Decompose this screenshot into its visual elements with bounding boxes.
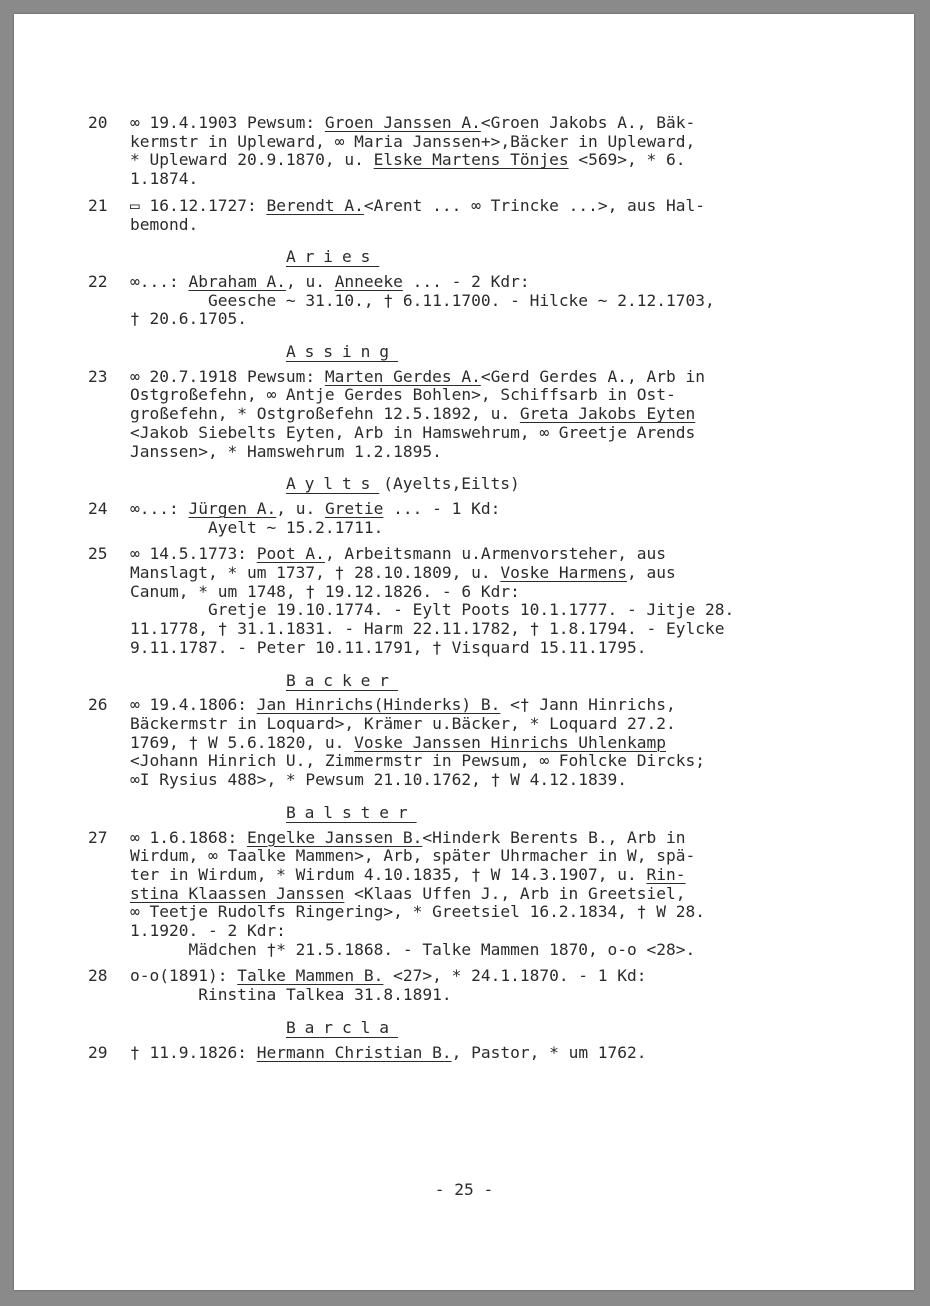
- entry-text-segment: <Hinderk Berents B., Arb in Wirdum, ∞ Taalke Mammen>, Arb, später Uhrmacher in W, spä- ter in Wirdum, * Wirdum 4.10.1835, † W 14.3.1907, u.: [130, 827, 696, 884]
- entry-28: [88, 967, 828, 1004]
- family-name: Backer: [286, 670, 398, 690]
- person-name: Talke Mammen B.: [237, 966, 384, 986]
- entry-text-segment: ∞ 19.4.1806:: [130, 695, 257, 715]
- entry-text: [130, 273, 828, 329]
- person-name: Voske Harmens: [500, 563, 628, 583]
- person-name: Abraham A.: [188, 271, 286, 291]
- entry-text-segment: ... - 2 Kdr: Geesche ~ 31.10., † 6.11.1700. - Hilcke ~ 2.12.1703, † 20.6.1705.: [130, 271, 715, 329]
- entry-26: [88, 696, 828, 790]
- entry-text: [130, 500, 828, 537]
- entry-text-segment: <Klaas Uffen J., Arb in Greetsiel, ∞ Teetje Rudolfs Ringering>, * Greetsiel 16.2.1834, † W 28. 1.1920. - 2 Kdr: Mädchen †* 21.5.1868. - Talke Mammen 1870, o-o <28>.: [130, 883, 705, 959]
- family-name: Assing: [286, 342, 398, 362]
- family-heading: [88, 343, 828, 362]
- family-name: Aries: [286, 247, 380, 267]
- person-name: Jürgen A.: [188, 498, 277, 518]
- entry-text-segment: <† Jann Hinrichs, Bäckermstr in Loquard>, Krämer u.Bäcker, * Loquard 27.2. 1769, † W 5.6.1820, u.: [130, 695, 676, 752]
- document-page: [14, 14, 914, 1290]
- person-name: Rin- stina Klaassen Janssen: [130, 864, 686, 903]
- entry-text-segment: <Groen Jakobs A., Bäk- kermstr in Upleward, ∞ Maria Janssen+>,Bäcker in Upleward, * Upleward 20.9.1870, u.: [130, 113, 696, 170]
- entry-text-segment: † 11.9.1826:: [130, 1042, 257, 1062]
- family-heading: [88, 804, 828, 823]
- entry-text-segment: <Jakob Siebelts Eyten, Arb in Hamswehrum, ∞ Greetje Arends Janssen>, * Hamswehrum 1.2.1895.: [130, 422, 696, 461]
- entry-text-segment: ∞ 1.6.1868:: [130, 827, 247, 847]
- entry-number: 24: [88, 498, 108, 518]
- family-name: Balster: [286, 802, 417, 822]
- entry-text-segment: , u.: [285, 271, 335, 291]
- entry-text: [130, 829, 828, 960]
- entry-number: 28: [88, 966, 108, 986]
- entry-number: 25: [88, 544, 108, 564]
- person-name: Groen Janssen A.: [324, 113, 481, 132]
- person-name: Gretie: [324, 498, 384, 518]
- entry-text-segment: , u.: [276, 498, 325, 518]
- family-name-variants: (Ayelts,Eilts): [383, 474, 520, 494]
- entry-number: 27: [88, 827, 108, 847]
- entry-text: [130, 967, 828, 1004]
- entry-text-segment: ∞ 14.5.1773:: [130, 544, 257, 564]
- page-number: - 25 -: [434, 1180, 494, 1199]
- person-name: Poot A.: [256, 544, 325, 564]
- entry-20: [88, 114, 828, 189]
- family-heading: [88, 475, 828, 494]
- entry-number: 29: [88, 1042, 108, 1062]
- entry-number: 26: [88, 695, 108, 715]
- entry-text-segment: <27>, * 24.1.1870. - 1 Kd: Rinstina Talkea 31.8.1891.: [198, 966, 647, 1005]
- entry-24: [88, 500, 828, 537]
- entry-text-segment: ∞...:: [130, 498, 189, 518]
- entry-number: 20: [88, 113, 108, 132]
- entry-22: [88, 273, 828, 329]
- entry-text-segment: ∞ 19.4.1903 Pewsum:: [130, 113, 325, 132]
- person-name: Hermann Christian B.: [256, 1042, 452, 1062]
- person-name: Engelke Janssen B.: [246, 827, 423, 847]
- person-name: Greta Jakobs Eyten: [519, 404, 696, 424]
- entry-text: [130, 696, 828, 790]
- entry-text-segment: ∞...:: [130, 271, 189, 291]
- person-name: Jan Hinrichs(Hinderks) B.: [256, 695, 501, 715]
- entry-text-segment: o-o(1891):: [130, 966, 238, 986]
- entry-number: 23: [88, 366, 108, 386]
- entry-text: [130, 1044, 828, 1063]
- entry-text-segment: <Johann Hinrich U., Zimmermstr in Pewsum, ∞ Fohlcke Dircks; ∞I Rysius 488>, * Pewsum 21.10.1762, † W 4.12.1839.: [130, 751, 705, 790]
- family-name: Barcla: [286, 1017, 398, 1037]
- family-heading: [88, 1019, 828, 1038]
- entry-text-segment: ... - 1 Kd: Ayelt ~ 15.2.1711.: [207, 498, 501, 537]
- entry-text-segment: <Arent ... ∞ Trincke ...>, aus Hal- bemond.: [130, 195, 706, 234]
- person-name: Elske Martens Tönjes: [373, 150, 569, 170]
- family-heading: [88, 248, 828, 267]
- entry-23: [88, 368, 828, 462]
- entry-29: [88, 1044, 828, 1063]
- entry-text-segment: , Arbeitsmann u.Armenvorsteher, aus Manslagt, * um 1737, † 28.10.1809, u.: [130, 544, 667, 583]
- entry-text: [130, 197, 828, 234]
- entry-text: [130, 114, 828, 189]
- entry-27: [88, 829, 828, 960]
- entry-number: 21: [88, 195, 108, 215]
- entry-text-segment: <569>, * 6. 1.1874.: [130, 150, 686, 189]
- entry-text-segment: , Pastor, * um 1762.: [451, 1042, 647, 1062]
- person-name: Berendt A.: [266, 195, 364, 215]
- genealogy-entries: [88, 114, 828, 1070]
- person-name: Anneeke: [334, 271, 403, 291]
- family-heading: [88, 672, 828, 691]
- family-name: Aylts: [286, 474, 380, 494]
- entry-text-segment: , aus Canum, * um 1748, † 19.12.1826. - 6 Kdr: Gretje 19.10.1774. - Eylt Poots 10.1.1777. - Jitje 28. 11.1778, † 31.1.1831. - Harm 22.11.1782, † 1.8.1794. - Eylcke 9.11.1787. - Peter 10.11.1791, † Visquard 15.11.1795.: [130, 563, 735, 657]
- entry-25: [88, 545, 828, 657]
- entry-text: [130, 545, 828, 657]
- person-name: Marten Gerdes A.: [324, 366, 481, 386]
- entry-text-segment: ▭ 16.12.1727:: [130, 195, 267, 215]
- entry-text: [130, 368, 828, 462]
- entry-text-segment: <Gerd Gerdes A., Arb in Ostgroßefehn, ∞ Antje Gerdes Bohlen>, Schiffsarb in Ost- großefehn, * Ostgroßefehn 12.5.1892, u.: [130, 366, 706, 424]
- entry-number: 22: [88, 271, 108, 291]
- entry-21: [88, 197, 828, 234]
- entry-text-segment: ∞ 20.7.1918 Pewsum:: [130, 366, 325, 386]
- person-name: Voske Janssen Hinrichs Uhlenkamp: [354, 732, 667, 752]
